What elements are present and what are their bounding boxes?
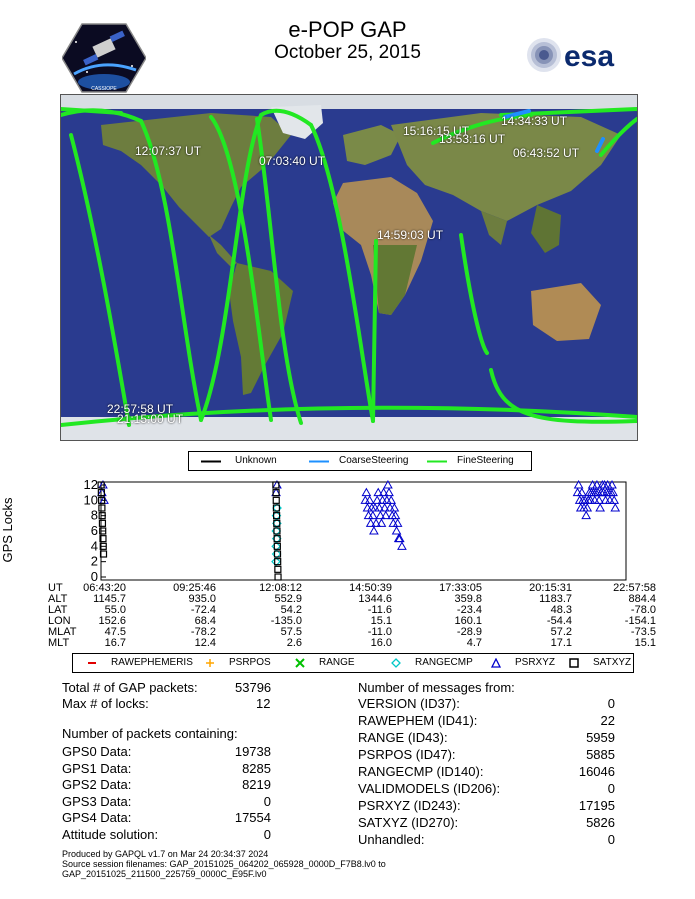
orbit-cell: 160.1 bbox=[454, 615, 482, 627]
esa-logo bbox=[526, 34, 636, 76]
legend-label-coarse: CoarseSteering bbox=[339, 455, 409, 466]
message-count-label: VALIDMODELS (ID206): bbox=[358, 781, 501, 796]
legend-label-unknown: Unknown bbox=[235, 455, 277, 466]
orbit-cell: -78.2 bbox=[190, 626, 216, 638]
orbit-cell: -154.1 bbox=[624, 615, 656, 627]
data-point-psrxyz bbox=[370, 527, 378, 534]
footer-produced: Produced by GAPQL v1.7 on Mar 24 20:34:37 2024 bbox=[62, 849, 269, 859]
data-point-psrxyz bbox=[376, 512, 384, 519]
orbit-cell: 12:08:12 bbox=[259, 582, 302, 594]
legend-label-fine: FineSteering bbox=[457, 455, 514, 466]
orbit-cell: 359.8 bbox=[454, 593, 482, 605]
message-count-value: 16046 bbox=[578, 764, 615, 779]
data-point-satxyz bbox=[275, 566, 281, 572]
orbit-cell: -23.4 bbox=[456, 604, 482, 616]
orbit-cell: -11.0 bbox=[367, 626, 392, 638]
data-point-psrxyz bbox=[582, 512, 590, 519]
orbit-cell: 12.4 bbox=[194, 637, 216, 649]
plot-points bbox=[98, 481, 619, 580]
message-count-value: 5959 bbox=[586, 730, 615, 745]
data-point-psrxyz bbox=[596, 504, 604, 511]
message-count-value: 5826 bbox=[586, 815, 615, 830]
data-point-psrxyz bbox=[377, 519, 385, 526]
map-time-label: 13:53:16 UT bbox=[439, 132, 506, 146]
orbit-cell: 2.6 bbox=[286, 637, 302, 649]
packet-count-value: 8219 bbox=[242, 777, 271, 793]
legend-label-rangecmp: RANGECMP bbox=[415, 657, 473, 668]
map-time-label: 22:57:58 UT bbox=[107, 402, 174, 416]
packet-count-value: 0 bbox=[263, 827, 271, 842]
data-point-satxyz bbox=[99, 505, 105, 511]
map-time-label: 14:34:33 UT bbox=[501, 114, 568, 128]
arctic-ice bbox=[61, 95, 637, 109]
y-tick-label: 6 bbox=[90, 523, 98, 538]
data-point-psrxyz bbox=[380, 489, 388, 496]
map-time-label: 21:15:00 UT bbox=[117, 412, 184, 426]
orbit-cell: -78.0 bbox=[630, 604, 656, 616]
legend-label-range: RANGE bbox=[319, 657, 355, 668]
y-tick-label: 2 bbox=[90, 553, 98, 569]
plot-frame bbox=[101, 482, 626, 580]
data-point-psrxyz bbox=[373, 496, 381, 503]
legend-marker-range bbox=[295, 658, 305, 668]
legend-marker-rawephemeris bbox=[87, 658, 97, 668]
data-point-satxyz bbox=[275, 574, 281, 580]
packet-count-label: GPS2 Data: bbox=[62, 777, 132, 793]
orbit-cell: 16.7 bbox=[104, 637, 126, 649]
y-tick-label: 10 bbox=[83, 492, 98, 508]
data-point-psrxyz bbox=[393, 527, 401, 534]
orbit-cell: 935.0 bbox=[188, 593, 216, 605]
orbit-cell: 16.0 bbox=[370, 637, 392, 649]
orbit-cell: 09:25:46 bbox=[173, 582, 216, 594]
orbit-cell: 552.9 bbox=[274, 593, 302, 605]
orbit-cell: 48.3 bbox=[550, 604, 572, 616]
packet-count-value: 8285 bbox=[242, 760, 271, 776]
orbit-cell: -28.9 bbox=[456, 626, 482, 638]
packets-containing-heading: Number of packets containing: bbox=[62, 726, 238, 741]
total-packets-value: 53796 bbox=[235, 680, 272, 695]
footer-source: Source session filenames: GAP_20151025_064202_065928_0000D_F7B8.lv0 to bbox=[62, 859, 386, 869]
packet-count-value: 0 bbox=[263, 793, 271, 809]
y-axis-label: GPS Locks bbox=[0, 497, 15, 563]
data-point-psrxyz bbox=[381, 504, 389, 511]
orbit-row-label: LON bbox=[48, 615, 71, 627]
legend-marker-rangecmp bbox=[391, 658, 401, 668]
message-count-label: RANGECMP (ID140): bbox=[358, 764, 484, 779]
data-point-satxyz bbox=[273, 497, 279, 503]
packet-count-label: GPS4 Data: bbox=[62, 810, 132, 826]
legend-marker-satxyz bbox=[569, 658, 579, 668]
orbit-cell: 57.5 bbox=[280, 626, 302, 638]
world-map bbox=[60, 94, 638, 441]
data-point-psrxyz bbox=[372, 519, 380, 526]
orbit-cell: 57.2 bbox=[550, 626, 572, 638]
legend-marker-psrpos bbox=[205, 658, 215, 668]
map-legend bbox=[188, 451, 532, 471]
y-tick-label: 0 bbox=[90, 569, 98, 582]
packet-count-value: 17554 bbox=[234, 810, 271, 826]
map-time-label: 12:07:37 UT bbox=[135, 144, 202, 158]
message-count-label: RANGE (ID43): bbox=[358, 730, 448, 745]
message-count-value: 0 bbox=[607, 832, 615, 847]
message-count-value: 5885 bbox=[586, 747, 615, 762]
orbit-cell: 15.1 bbox=[370, 615, 392, 627]
message-count-label: Unhandled: bbox=[358, 832, 425, 847]
orbit-cell: 20:15:31 bbox=[529, 582, 572, 594]
data-point-satxyz bbox=[99, 520, 105, 526]
max-locks-value: 12 bbox=[256, 696, 271, 711]
packet-count-label: Attitude solution: bbox=[62, 827, 159, 842]
map-time-label: 07:03:40 UT bbox=[259, 154, 326, 168]
orbit-cell: 17:33:05 bbox=[439, 582, 482, 594]
orbit-cell: -54.4 bbox=[546, 615, 572, 627]
orbit-cell: 17.1 bbox=[550, 637, 572, 649]
orbit-cell: 1344.6 bbox=[358, 593, 392, 605]
legend-label-satxyz: SATXYZ bbox=[593, 657, 632, 668]
orbit-cell: -72.4 bbox=[190, 604, 216, 616]
orbit-cell: 1145.7 bbox=[93, 593, 126, 605]
orbit-cell: -11.6 bbox=[367, 604, 392, 616]
message-count-label: RAWEPHEM (ID41): bbox=[358, 713, 478, 728]
orbit-cell: 22:57:58 bbox=[613, 582, 656, 594]
data-point-psrxyz bbox=[398, 542, 406, 549]
packet-count-value: 19738 bbox=[234, 744, 271, 759]
message-count-label: SATXYZ (ID270): bbox=[358, 815, 459, 830]
orbit-cell: 14:50:39 bbox=[349, 582, 392, 594]
orbit-cell: 152.6 bbox=[98, 615, 126, 627]
orbit-cell: 47.5 bbox=[104, 626, 126, 638]
legend-label-psrpos: PSRPOS bbox=[229, 657, 271, 668]
orbit-cell: 55.0 bbox=[104, 604, 126, 616]
packet-count-label: GPS1 Data: bbox=[62, 760, 132, 776]
orbit-cell: 884.4 bbox=[628, 593, 656, 605]
orbit-cell: 54.2 bbox=[280, 604, 302, 616]
orbit-row-label: LAT bbox=[48, 604, 68, 616]
legend-label-psrxyz: PSRXYZ bbox=[515, 657, 556, 668]
message-count-label: VERSION (ID37): bbox=[358, 696, 460, 711]
orbit-row-label: MLAT bbox=[48, 626, 77, 638]
messages-heading: Number of messages from: bbox=[358, 680, 515, 695]
message-count-label: PSRXYZ (ID243): bbox=[358, 798, 461, 813]
orbit-cell: 15.1 bbox=[634, 637, 656, 649]
message-count-value: 17195 bbox=[578, 798, 615, 813]
orbit-row-label: ALT bbox=[48, 593, 68, 605]
page-subtitle: October 25, 2015 bbox=[274, 42, 421, 63]
mission-logo bbox=[62, 22, 146, 94]
map-time-label: 06:43:52 UT bbox=[513, 146, 580, 160]
legend-marker-psrxyz bbox=[491, 658, 501, 668]
orbit-cell: 1183.7 bbox=[539, 593, 572, 605]
message-count-value: 22 bbox=[600, 713, 615, 728]
y-tick-label: 12 bbox=[83, 478, 98, 492]
total-packets-label: Total # of GAP packets: bbox=[62, 680, 198, 695]
footer-source-2: GAP_20151025_211500_225759_0000C_E95F.lv0 bbox=[62, 869, 267, 879]
mission-logo-text: CASSIOPE bbox=[91, 86, 117, 92]
orbit-cell: -135.0 bbox=[270, 615, 302, 627]
orbit-cell: 4.7 bbox=[466, 637, 482, 649]
y-tick-label: 4 bbox=[90, 538, 98, 554]
legend-label-rawephemeris: RAWEPHEMERIS bbox=[111, 657, 193, 668]
map-time-label: 15:16:15 UT bbox=[403, 124, 470, 138]
message-count-value: 0 bbox=[607, 696, 615, 711]
data-point-psrxyz bbox=[367, 519, 375, 526]
max-locks-label: Max # of locks: bbox=[62, 696, 149, 711]
plot-legend bbox=[72, 653, 634, 673]
page-title: e-POP GAP bbox=[288, 17, 407, 42]
map-time-label: 14:59:03 UT bbox=[377, 228, 444, 242]
orbit-cell: 06:43:20 bbox=[83, 582, 126, 594]
data-point-psrxyz bbox=[362, 489, 370, 496]
y-tick-label: 8 bbox=[90, 507, 98, 523]
orbit-row-label: UT bbox=[48, 582, 63, 594]
packet-count-label: GPS0 Data: bbox=[62, 744, 132, 759]
packet-count-label: GPS3 Data: bbox=[62, 793, 132, 809]
data-point-psrxyz bbox=[374, 489, 382, 496]
gps-locks-chart bbox=[0, 478, 695, 582]
data-point-psrxyz bbox=[611, 504, 619, 511]
message-count-value: 0 bbox=[607, 781, 615, 796]
esa-logo-text: esa bbox=[564, 40, 615, 73]
data-point-psrxyz bbox=[385, 489, 393, 496]
y-ticks bbox=[84, 478, 106, 582]
orbit-row-label: MLT bbox=[48, 637, 70, 649]
message-count-label: PSRPOS (ID47): bbox=[358, 747, 456, 762]
orbit-cell: -73.5 bbox=[630, 626, 656, 638]
orbit-cell: 68.4 bbox=[194, 615, 216, 627]
